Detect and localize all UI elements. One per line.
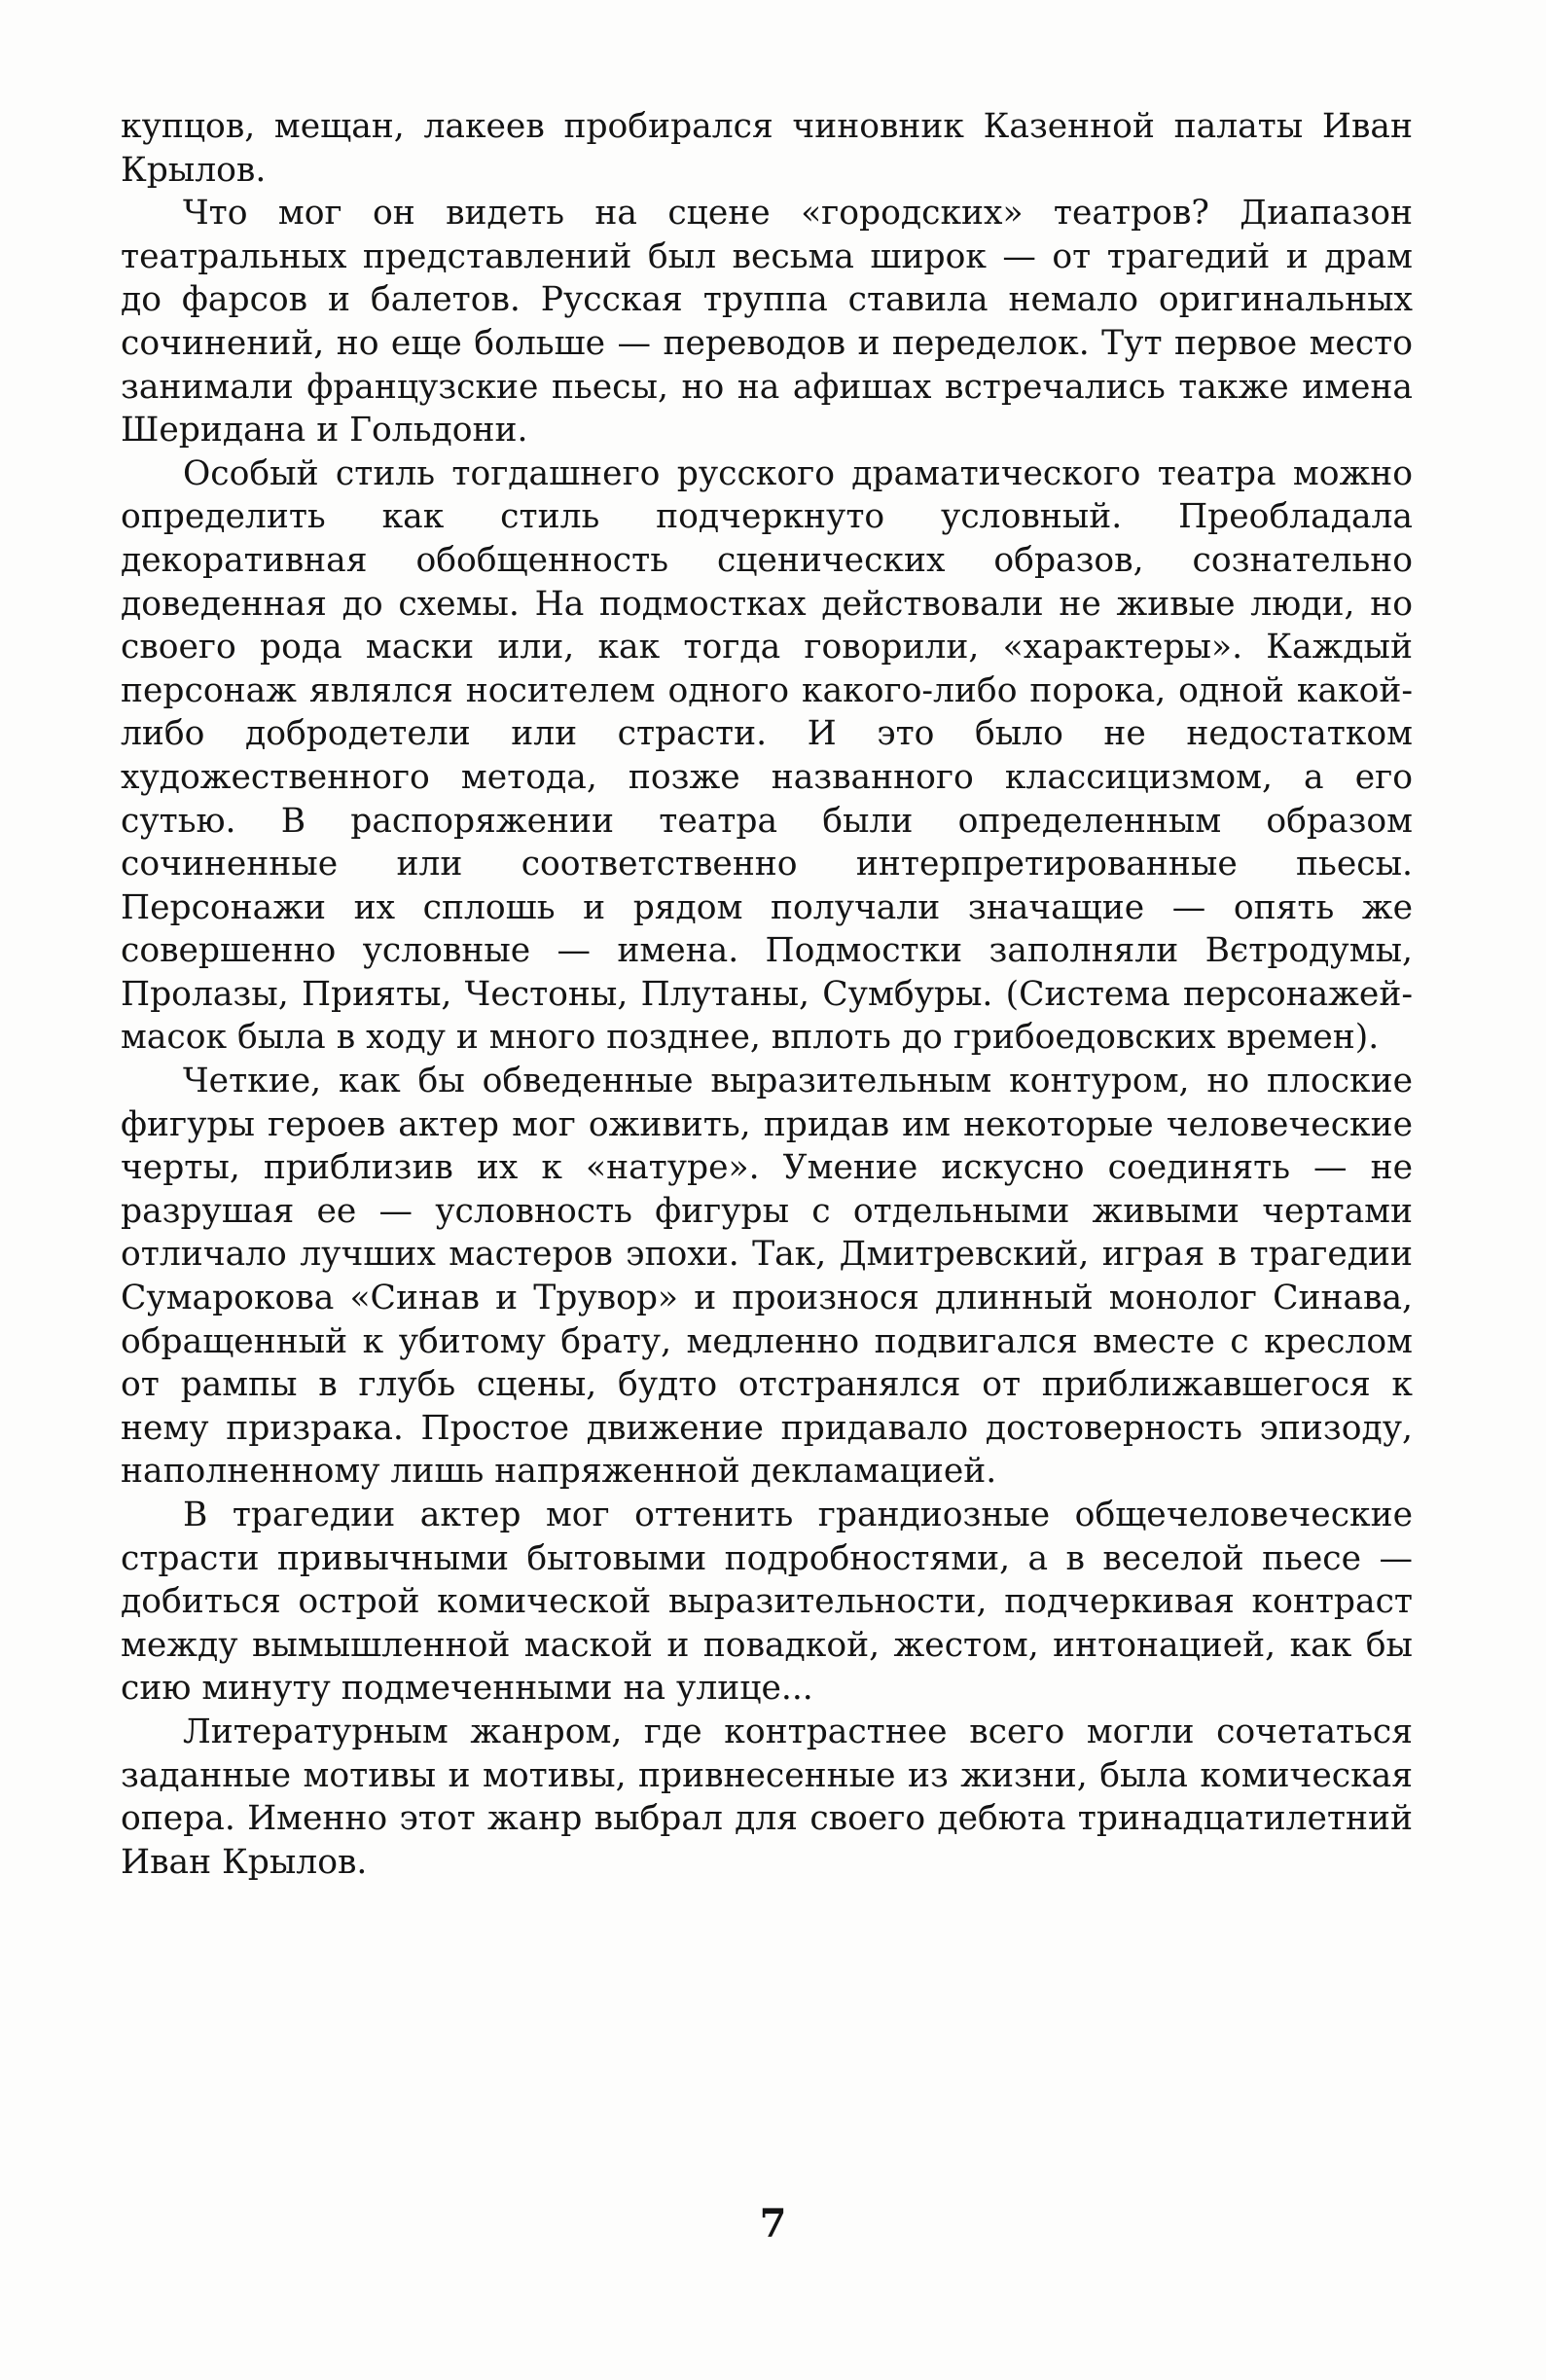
paragraph-theatre-style: Особый стиль тогдашнего русского драматического театра можно определить как стиль подчеркнуто условный. Преобладала декоративная обобщенность сценических образов, сознательно доведенная до схемы. На подмостках действовали не живые люди, но своего рода маски или, как тогда говорили, «характеры». Каждый персонаж являлся носителем одного какого-либо порока, одной какой-либо добродетели или страсти. И это было не недостатком художественного метода, позже названного классицизмом, а его сутью. В распоряжении театра были определенным образом сочиненные или соответственно интерпретированные пьесы. Персонажи их сплошь и рядом получали значащие — опять же совершенно условные — имена. Подмостки заполняли Вєтродумы, Пролазы, Прияты, Честоны, Плутаны, Сумбуры. (Система персонажей-масок была в ходу и много позднее, вплоть до грибоедовских времен). xyxy=(121,453,1413,1058)
paragraph-tragedy-detail: В трагедии актер мог оттенить грандиозные общечеловеческие страсти привычными бытовыми подробностями, а в веселой пьесе — добиться острой комической выразительности, подчеркивая контраст между вымышленной маской и повадкой, жестом, интонацией, как бы сию минуту подмеченными на улице... xyxy=(121,1496,1413,1709)
paragraph-city-theatres: Что мог он видеть на сцене «городских» театров? Диапазон театральных представлений был весьма широк — от трагедий и драм до фарсов и балетов. Русская труппа ставила немало оригинальных сочинений, но еще больше — переводов и переделок. Тут первое место занимали французские пьесы, но на афишах встречались также имена Шеридана и Гольдони. xyxy=(121,194,1413,451)
page-number: 7 xyxy=(759,2201,787,2247)
paragraph-comic-opera: Литературным жанром, где контрастнее всего могли сочетаться заданные мотивы и мотивы, привнесенные из жизни, была комическая опера. Именно этот жанр выбрал для своего дебюта тринадцатилетний Иван Крылов. xyxy=(121,1712,1413,1882)
body-text xyxy=(121,105,1413,1884)
paragraph-actor-figures: Четкие, как бы обведенные выразительным контуром, но плоские фигуры героев актер мог оживить, придав им некоторые человеческие черты, приблизив их к «натуре». Умение искусно соединять — не разрушая ее — условность фигуры с отдельными живыми чертами отличало лучших мастеров эпохи. Так, Дмитревский, играя в трагедии Сумарокова «Синав и Трувор» и произнося длинный монолог Синава, обращенный к убитому брату, медленно подвигался вместе с креслом от рампы в глубь сцены, будто отстранялся от приближавшегося к нему призрака. Простое движение придавало достоверность эпизоду, наполненному лишь напряженной декламацией. xyxy=(121,1062,1413,1492)
paragraph-continued: купцов, мещан, лакеев пробирался чиновник Казенной палаты Иван Крылов. xyxy=(121,107,1413,190)
